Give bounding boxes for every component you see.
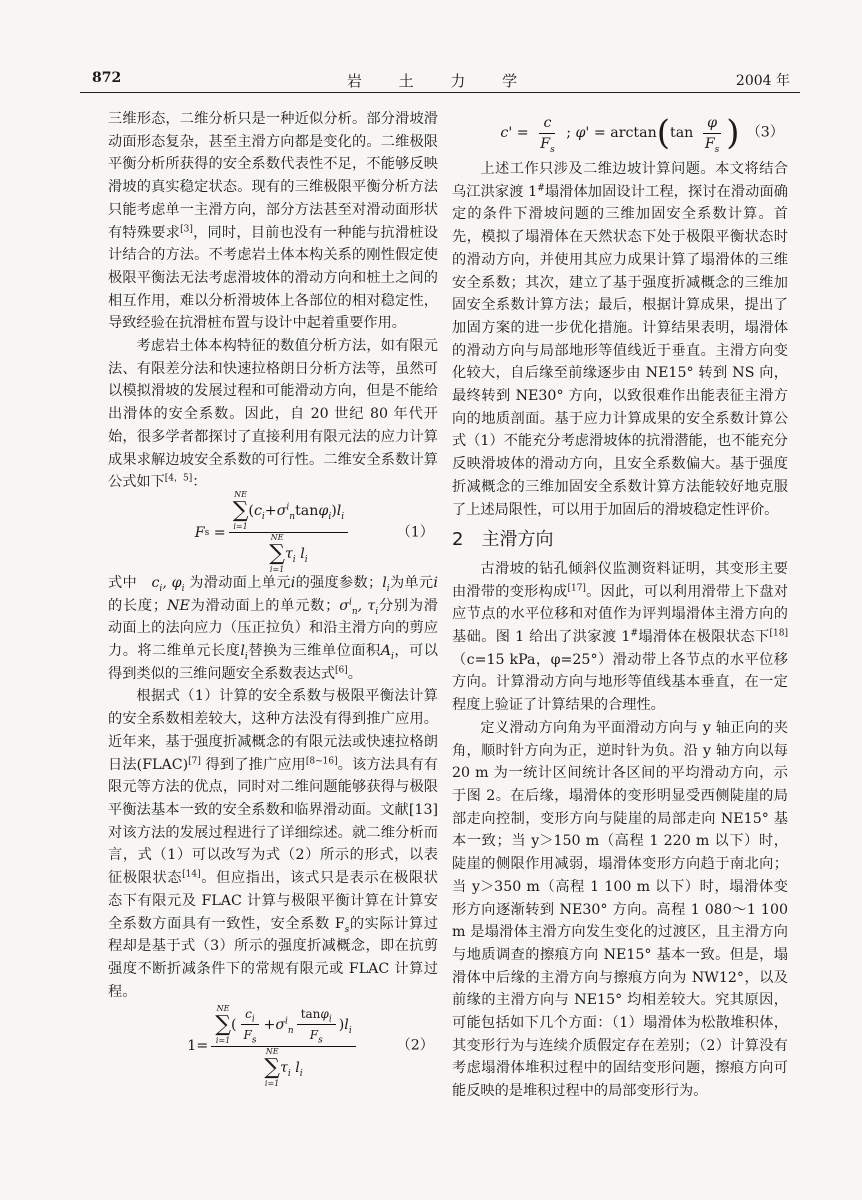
equation-2: 1= NE ∑ i=1 ( $\frac{c_i}{F_s}$ $+\sigma^i_n$ $\frac{\tan\varphi_i}{F_s}$ )$l_i$ NE ∑ i=1 $\tau_i$ $l_i$ （2） [187,1003,434,1088]
paragraph: 定义滑动方向角为平面滑动方向与 y 轴正向的夹角，顺时针方向为正，逆时针为负。沿 y 轴方向以每 20 m 为一统计区间统计各区间的平均滑动方向，示于图 2。在后缘，塌滑体的变形明显受西侧陡崖的局部走向控制，变形方向与陡崖的局部走向 NE15° 基本一致；当 y＞150 m（高程 1 220 m 以下）时，陡崖的侧限作用减弱，塌滑体变形方向趋于南北向；当 y＞350 m（高程 1 100 m 以下）时，塌滑体变形方向逐渐转到 NE30° 方向。高程 1 080～1 100 m 是塌滑体主滑方向发生变化的过渡区，且主滑方向与地质调查的擦痕方向 NE15° 基本一致。但是，塌滑体中后缘的主滑方向与擦痕方向为 NW12°，以及前缘的主滑方向与 NE15° 均相差较大。究其原因，可能包括如下几个方面：（1）塌滑体为松散堆积体，其变形行为与连续介质假定存在差别；（2）计算没有考虑塌滑体堆积过程中的固结变形问题，擦痕方向可能反映的是堆积过程中的局部变形行为。 [452,719,788,1100]
running-header [80,70,800,93]
right-column [452,108,788,1103]
paragraph: 上述工作只涉及二维边坡计算问题。本文将结合乌江洪家渡 1#塌滑体加固设计工程，探讨在滑动面确定的条件下滑坡问题的三维加固安全系数计算。首先，模拟了塌滑体在天然状态下处于极限平衡状态时的滑动方向，并使用其应力成果计算了塌滑体的三维安全系数；其次，建立了基于强度折减概念的三维加固安全系数计算方法；最后，根据计算成果，提出了加固方案的进一步优化措施。计算结果表明，塌滑体的滑动方向与局部地形等值线近于垂直。主滑方向变化较大，自后缘至前缘逐步由 NE15° 转到 NS 向，最终转到 NE30° 方向，以致很难作出能表征主滑方向的地质剖面。基于应力计算成果的安全系数计算公式（1）不能充分考虑滑坡体的抗滑潜能，也不能充分反映滑坡体的滑动方向，且安全系数偏大。基于强度折减概念的三维加固安全系数计算方法能较好地克服了上述局限性，可以用于加固后的滑坡稳定性评价。 [452,161,788,518]
paragraph: 古滑坡的钻孔倾斜仪监测资料证明，其变形主要由滑带的变形构成[17]。因此，可以利用滑带上下盘对应节点的水平位移和对值作为评判塌滑体主滑方向的基础。图 1 给出了洪家渡 1#塌滑体在极限状态下[18]（c=15 kPa，φ=25°）滑动带上各节点的水平位移方向。计算滑动方向与地形等值线基本垂直，在一定程度上验证了计算结果的合理性。 [452,560,788,714]
section-heading: 2 主滑方向 [452,529,554,551]
equation-1: F s = NE ∑ i=1 $(c_i+\sigma^i_n\tan\varphi_i)l_i$ NE ∑ i=1 $\tau_i$ $l_i$ （1） [194,490,434,575]
left-column [108,108,438,1089]
paragraph: 根据式（1）计算的安全系数与极限平衡法计算的安全系数相差较大，这种方法没有得到推广应用。近年来，基于强度折减概念的有限元法或快速拉格朗日法(FLAC)[7] 得到了推广应用[8~16]。该方法具有有限元等方法的优点，同时对二维问题能够获得与极限平衡法基本一致的安全系数和临界滑动面。文献[13]对该方法的发展过程进行了详细综述。就二维分析而言，式（1）可以改写为式（2）所示的形式，以表征极限状态[14]。但应指出，该式只是表示在极限状态下有限元及 FLAC 计算与极限平衡计算在计算安全系数方面具有一致性，安全系数 $F_s$的实际计算过程却是基于式（3）所示的强度折减概念，即在抗剪强度不断折减条件下的常规有限元或 FLAC 计算过程。 [108,688,438,1000]
paragraph: 考虑岩土体本构特征的数值分析方法，如有限元法、有限差分法和快速拉格朗日分析方法等，虽然可以模拟滑坡的发展过程和可能滑动方向，但是不能给出滑体的安全系数。因此，自 20 世纪 80 年代开始，很多学者都探讨了直接利用有限元法的应力计算成果求解边坡安全系数的可行性。二维安全系数计算公式如下[4，5]： [108,338,438,491]
paragraph: 三维形态，二维分析只是一种近似分析。部分滑坡滑动面形态复杂，甚至主滑方向都是变化的。二维极限平衡分析所获得的安全系数代表性不足，不能够反映滑坡的真实稳定状态。现有的三维极限平衡分析方法只能考虑单一主滑方向，部分方法甚至对滑动面形状有特殊要求[3]，同时，目前也没有一种能与抗滑桩设计结合的方法。不考虑岩土体本构关系的刚性假定使极限平衡法无法考虑滑坡体的滑动方向和桩土之间的相互作用，难以分析滑坡体上各部位的相对稳定性，导致经验在抗滑桩布置与设计中起着重要作用。 [108,111,438,332]
year: 2004 年 [735,73,790,89]
page-number: 872 [92,70,122,86]
equation-3: c' = $\frac{c}{F_s}$ ; φ' = arctan ( tan $\frac{\varphi}{F_s}$ ) （3） [500,112,784,155]
equation-number: （1） [396,524,434,541]
equation-number: （2） [396,1037,434,1054]
journal-title: 岩 土 力 学 [346,72,534,90]
equation-number: （3） [746,124,784,141]
paragraph: 式中 $c_i$, $\varphi_i$ 为滑动面上单元i的强度参数；$l_i$为单元i的长度；NE为滑动面上的单元数；$\sigma^i_n$, $\tau_i$分别为滑动面上的法向应力（压正拉负）和沿主滑方向的剪应力。将二维单元长度$l_i$替换为三维单位面积$A_i$，可以得到类似的三维问题安全系数表达式[6]。 [108,574,438,682]
